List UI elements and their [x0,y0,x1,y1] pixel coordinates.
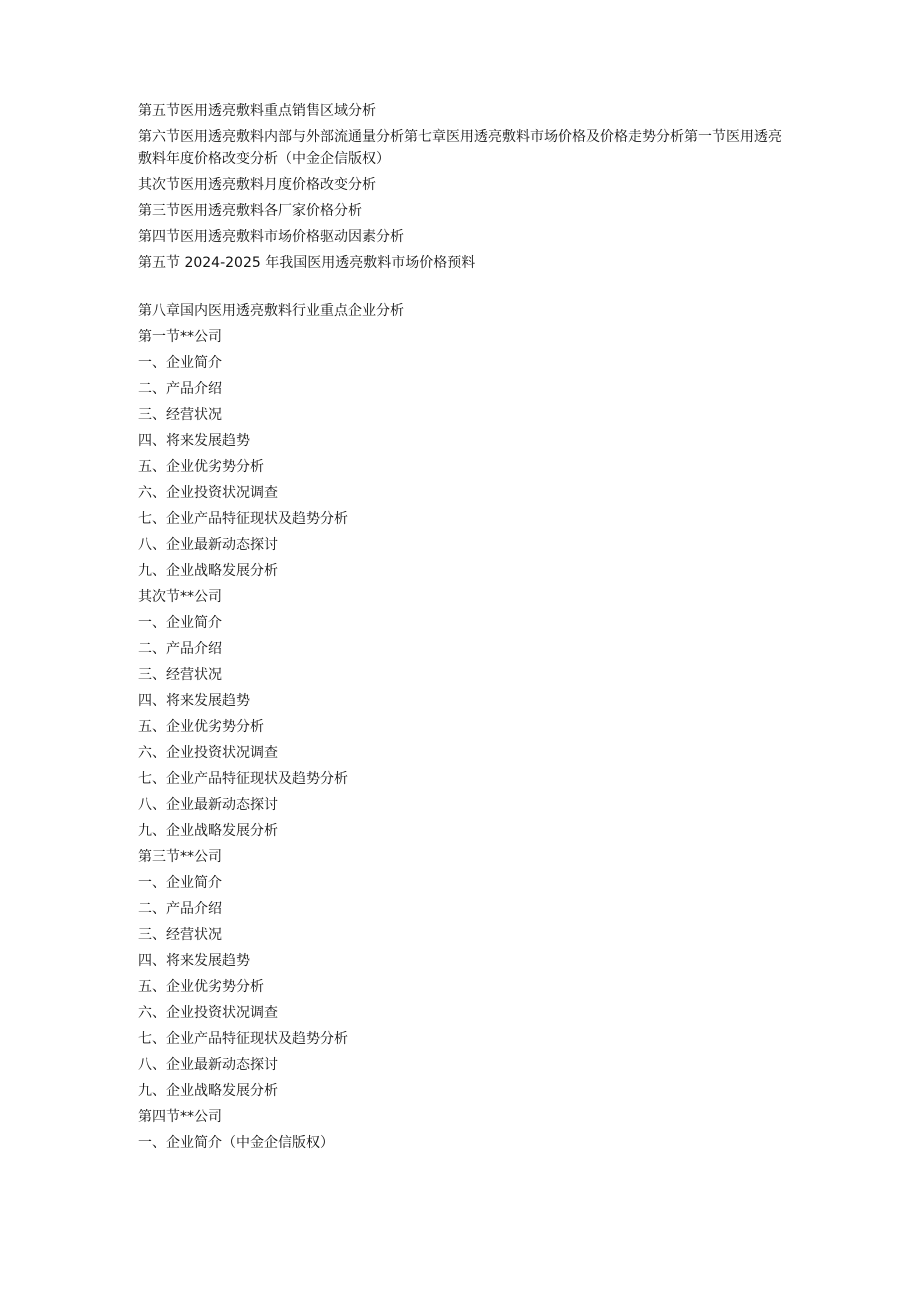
toc-item: 二、产品介绍 [138,381,222,397]
toc-line: 第六节医用透亮敷料内部与外部流通量分析第七章医用透亮敷料市场价格及价格走势分析第一节医用透亮敷料年度价格改变分析（中金企信版权） [138,129,782,167]
toc-item: 五、企业优劣势分析 [138,719,264,735]
company-heading: 第一节**公司 [138,329,222,345]
toc-item: 五、企业优劣势分析 [138,979,264,995]
toc-line: 其次节医用透亮敷料月度价格改变分析 [138,177,376,193]
company-heading: 第四节**公司 [138,1109,222,1125]
toc-item: 三、经营状况 [138,667,222,683]
toc-item: 三、经营状况 [138,407,222,423]
company-heading: 其次节**公司 [138,589,222,605]
toc-line: 第四节医用透亮敷料市场价格驱动因素分析 [138,229,404,245]
toc-item: 八、企业最新动态探讨 [138,1057,278,1073]
toc-item: 一、企业简介 [138,615,222,631]
toc-item: 一、企业简介（中金企信版权） [138,1135,334,1151]
toc-item: 九、企业战略发展分析 [138,563,278,579]
toc-item: 七、企业产品特征现状及趋势分析 [138,511,348,527]
company-heading: 第三节**公司 [138,849,222,865]
toc-item: 一、企业简介 [138,875,222,891]
toc-item: 六、企业投资状况调查 [138,1005,278,1021]
toc-item: 五、企业优劣势分析 [138,459,264,475]
toc-item: 七、企业产品特征现状及趋势分析 [138,771,348,787]
toc-item: 四、将来发展趋势 [138,433,250,449]
toc-item: 二、产品介绍 [138,901,222,917]
toc-item: 三、经营状况 [138,927,222,943]
toc-item: 六、企业投资状况调查 [138,485,278,501]
toc-line: 第五节 2024-2025 年我国医用透亮敷料市场价格预料 [138,255,476,271]
toc-item: 四、将来发展趋势 [138,953,250,969]
chapter-title: 第八章国内医用透亮敷料行业重点企业分析 [138,303,404,319]
toc-item: 八、企业最新动态探讨 [138,797,278,813]
toc-item: 二、产品介绍 [138,641,222,657]
section-gap [138,278,788,300]
toc-item: 四、将来发展趋势 [138,693,250,709]
toc-item: 八、企业最新动态探讨 [138,537,278,553]
toc-line: 第五节医用透亮敷料重点销售区域分析 [138,103,376,119]
toc-item: 六、企业投资状况调查 [138,745,278,761]
toc-item: 一、企业简介 [138,355,222,371]
toc-item: 九、企业战略发展分析 [138,1083,278,1099]
toc-item: 九、企业战略发展分析 [138,823,278,839]
toc-item: 七、企业产品特征现状及趋势分析 [138,1031,348,1047]
toc-line: 第三节医用透亮敷料各厂家价格分析 [138,203,362,219]
document-page [138,100,788,1158]
